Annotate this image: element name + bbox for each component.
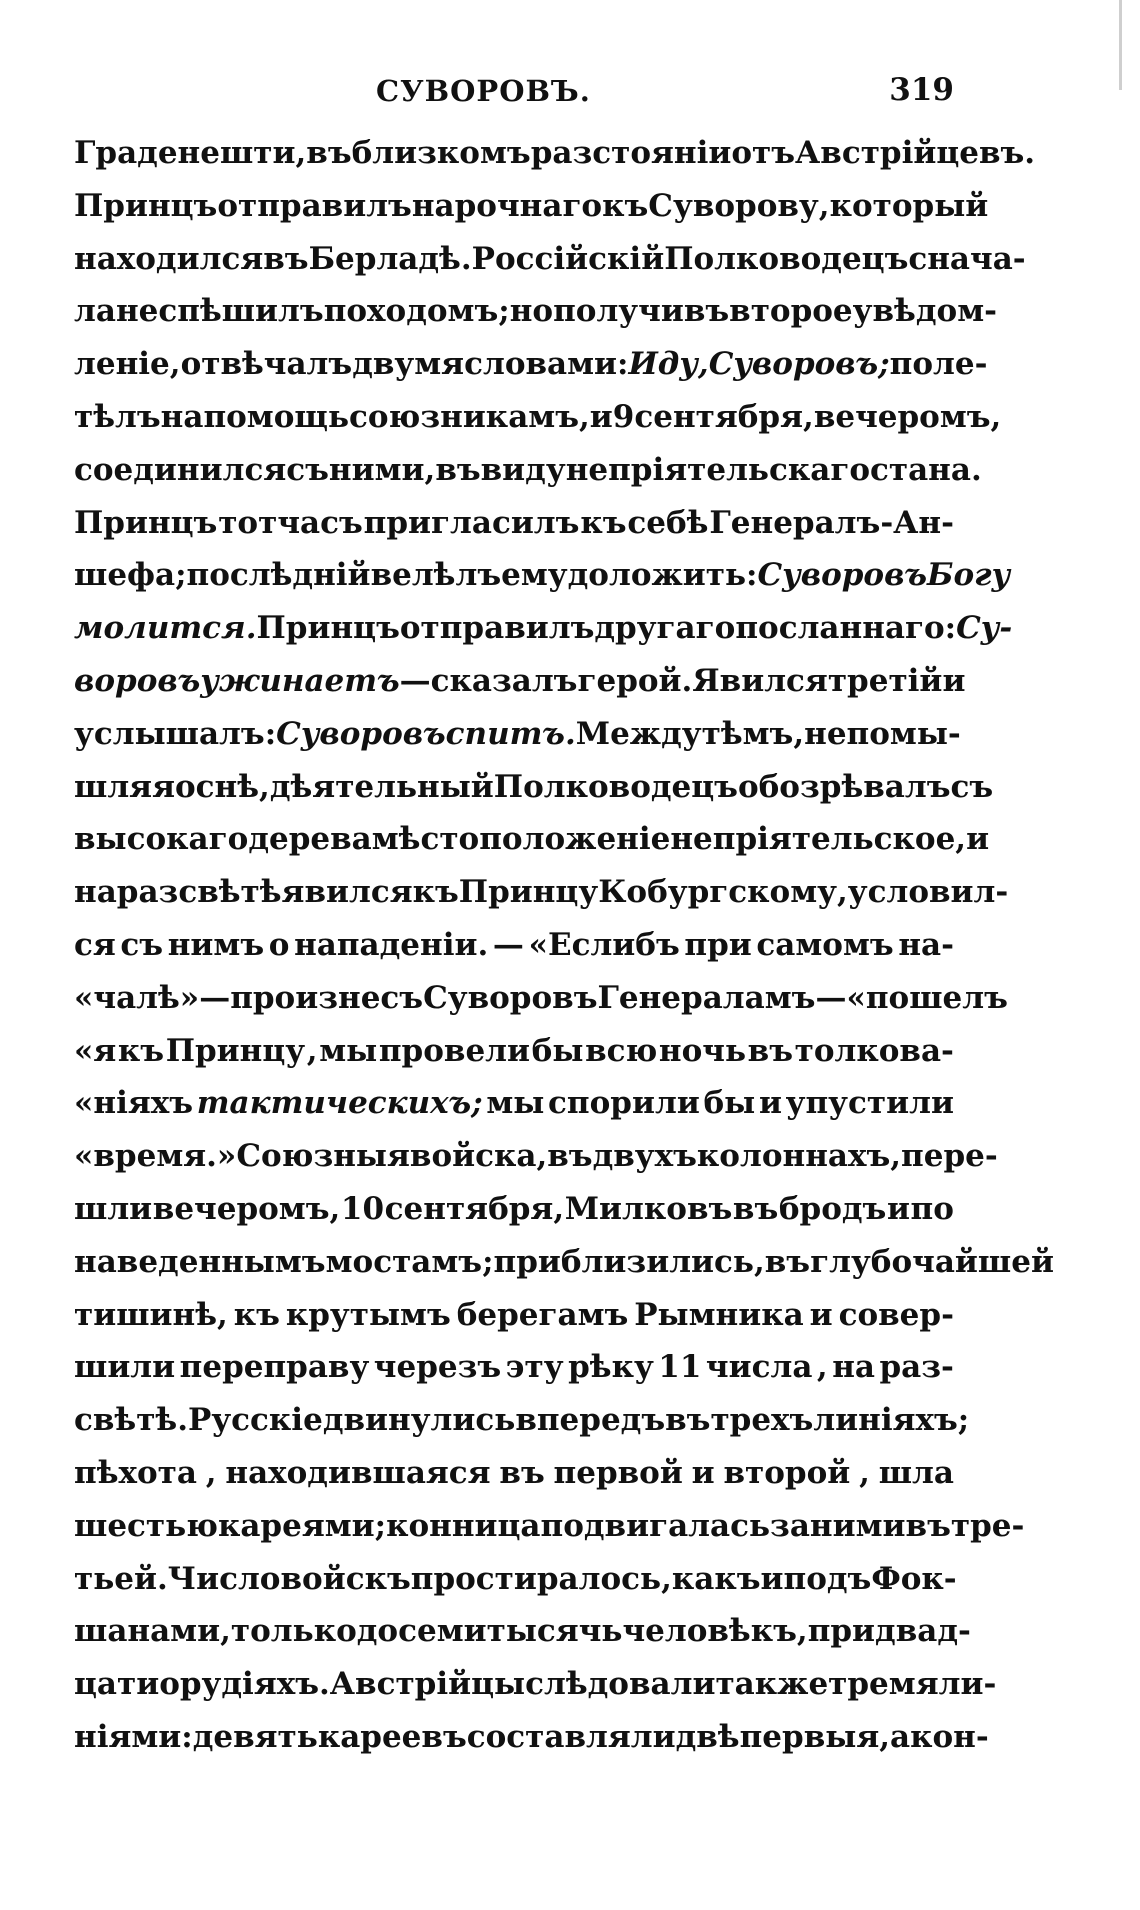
- word: Принцъ: [74, 504, 218, 541]
- word: въ: [665, 1402, 711, 1439]
- text-line: [74, 715, 961, 769]
- word: ,: [816, 1349, 828, 1386]
- word: тактическихъ;: [196, 1085, 483, 1122]
- text-line: [74, 1191, 954, 1244]
- word: шанами,: [74, 1613, 231, 1650]
- word: и: [809, 1296, 833, 1333]
- word: «Еслибъ: [528, 926, 680, 963]
- word: первой: [553, 1454, 683, 1491]
- word: 9: [612, 398, 635, 435]
- text-line: [74, 979, 1008, 1033]
- word: ,: [859, 1454, 870, 1491]
- word: Русскіе: [188, 1402, 323, 1439]
- word: и: [691, 1454, 715, 1491]
- word: на: [74, 874, 117, 911]
- word: спорили: [548, 1085, 700, 1122]
- word: къ: [117, 1032, 165, 1069]
- text-line: [74, 768, 994, 822]
- word: Полководецъ: [664, 240, 909, 277]
- word: упустили: [785, 1085, 954, 1122]
- word: цати: [74, 1666, 160, 1703]
- text-line: [74, 1243, 1054, 1297]
- word: на: [160, 398, 204, 435]
- word: помощь: [203, 398, 349, 435]
- word: двѣ: [675, 1718, 740, 1755]
- word: простиралось,: [410, 1560, 672, 1597]
- text-line: [74, 293, 997, 346]
- word: также: [715, 1666, 829, 1703]
- word: о: [268, 926, 290, 963]
- word: а: [890, 1718, 911, 1755]
- word: Принцъ: [256, 610, 400, 647]
- word: берегамъ: [456, 1296, 629, 1333]
- word: составляли: [466, 1718, 676, 1755]
- word: эту: [505, 1349, 564, 1386]
- word: отвѣчалъ: [180, 346, 353, 383]
- text-line: [74, 398, 1002, 452]
- word: ночь: [658, 1032, 747, 1069]
- word: отправилъ: [399, 610, 595, 647]
- text-line: [74, 1507, 1025, 1561]
- word: девять: [192, 1718, 318, 1755]
- text-line: [74, 1138, 998, 1191]
- word: нимъ: [167, 926, 265, 963]
- word: семи: [398, 1613, 487, 1650]
- word: «время.»: [74, 1138, 237, 1175]
- word: пере-: [901, 1138, 998, 1175]
- word: находился: [74, 240, 264, 277]
- word: ;: [482, 1243, 494, 1280]
- word: сказалъ: [430, 662, 578, 699]
- word: и: [758, 1085, 782, 1122]
- text-line: [74, 557, 1011, 610]
- word: ними: [328, 451, 425, 488]
- word: ,: [793, 715, 805, 752]
- word: мѣстоположеніе: [371, 821, 671, 858]
- page-edge-line: [1119, 0, 1122, 90]
- word: но: [509, 293, 554, 330]
- word: —: [399, 662, 431, 699]
- word: бы: [703, 1085, 756, 1122]
- word: двад-: [875, 1613, 971, 1650]
- word: тѣлъ: [74, 398, 161, 435]
- word: сентября,: [384, 1190, 565, 1227]
- word: орудіяхъ.: [159, 1666, 330, 1703]
- word: 11: [658, 1349, 702, 1386]
- text-line: [74, 240, 1026, 294]
- word: самомъ: [756, 926, 894, 963]
- word: въ: [499, 1454, 545, 1491]
- word: получивъ: [553, 293, 730, 330]
- word: ,: [424, 451, 436, 488]
- word: отправилъ: [217, 187, 412, 224]
- word: тишинѣ,: [74, 1296, 228, 1333]
- word: шефа;: [74, 557, 187, 594]
- text-line: [74, 1613, 971, 1666]
- word: нападеніи.: [294, 926, 489, 963]
- word: Богу: [927, 557, 1011, 594]
- word: съ: [286, 451, 329, 488]
- word: въ: [435, 451, 481, 488]
- word: сентября,: [634, 398, 814, 435]
- text-line: [74, 1297, 954, 1350]
- word: высокаго: [74, 821, 249, 858]
- word: въ: [547, 1138, 593, 1175]
- text-line: [74, 874, 1009, 927]
- word: ;: [878, 346, 890, 383]
- word: и: [886, 1190, 910, 1227]
- word: —: [815, 979, 847, 1016]
- word: двухъ: [592, 1138, 697, 1175]
- word: находившаяся: [225, 1454, 491, 1491]
- word: разстояніи: [530, 135, 732, 171]
- word: ,: [697, 346, 709, 383]
- text-line: [74, 662, 966, 716]
- word: крутымъ: [285, 1296, 451, 1333]
- word: «ніяхъ: [74, 1085, 194, 1122]
- text-line: [74, 1666, 997, 1719]
- word: кареевъ: [317, 1718, 467, 1755]
- word: линіяхъ;: [813, 1402, 970, 1439]
- word: Число: [167, 1560, 281, 1597]
- word: о: [174, 768, 196, 805]
- word: по: [910, 1190, 954, 1227]
- word: переправу: [179, 1349, 370, 1386]
- word: ,: [818, 187, 830, 224]
- word: кон-: [910, 1718, 989, 1755]
- word: свѣтѣ.: [74, 1402, 189, 1439]
- word: тьей.: [74, 1560, 168, 1597]
- word: подъ: [783, 1560, 872, 1597]
- word: колоннахъ,: [696, 1138, 902, 1175]
- text-line: [74, 1560, 957, 1614]
- word: провели: [378, 1032, 531, 1069]
- word: раз-: [879, 1349, 954, 1386]
- word: въ: [306, 135, 352, 171]
- word: въ: [747, 1032, 793, 1069]
- word: Россійскій: [471, 240, 665, 277]
- word: —: [199, 979, 231, 1016]
- word: дерева: [248, 821, 372, 858]
- word: войска,: [409, 1138, 548, 1175]
- word: Принцъ: [74, 187, 218, 224]
- word: обозрѣвалъ: [737, 768, 951, 805]
- word: и: [589, 398, 613, 435]
- word: ними: [809, 1507, 906, 1544]
- word: Фок-: [871, 1560, 957, 1597]
- text-line: [74, 187, 989, 241]
- word: стана.: [870, 451, 982, 488]
- word: ,: [205, 1454, 217, 1491]
- word: и: [966, 821, 990, 858]
- word: конница: [386, 1507, 541, 1544]
- word: Между: [575, 715, 702, 752]
- word: Рымника: [634, 1296, 804, 1333]
- word: дѣятельный: [269, 768, 494, 805]
- word: въ: [263, 240, 309, 277]
- word: при: [807, 1613, 876, 1650]
- page-number: 319: [889, 72, 954, 108]
- word: мы: [486, 1085, 545, 1122]
- word: бродъ: [778, 1190, 887, 1227]
- word: какъ: [671, 1560, 761, 1597]
- word: близкомъ: [351, 135, 531, 171]
- word: шили: [74, 1349, 176, 1386]
- text-line: [74, 1349, 954, 1402]
- word: словами:: [464, 346, 629, 383]
- word: пригласилъ: [363, 504, 580, 541]
- word: Милковъ: [564, 1190, 733, 1227]
- word: непріятельскаго: [565, 451, 870, 488]
- word: совер-: [838, 1296, 954, 1333]
- word: посланнаго:: [735, 610, 957, 647]
- running-title: СУВОРОВЪ.: [376, 74, 591, 108]
- word: ся: [74, 926, 116, 963]
- word: при: [684, 926, 752, 963]
- word: къ: [412, 874, 459, 911]
- word: приблизились,: [493, 1243, 765, 1280]
- word: къ: [602, 187, 649, 224]
- word: ужинаетъ: [200, 662, 400, 699]
- word: услышалъ:: [74, 715, 277, 752]
- text-line: [74, 1402, 970, 1455]
- word: Полководецъ: [493, 768, 738, 805]
- word: Австрійцы: [329, 1666, 526, 1703]
- word: шли: [74, 1190, 153, 1227]
- word: шла: [878, 1454, 954, 1491]
- word: послѣдній: [186, 557, 371, 594]
- word: въ: [764, 1243, 811, 1280]
- word: снача-: [908, 240, 1026, 277]
- word: ,: [306, 1032, 318, 1069]
- word: Австрійцевъ.: [795, 135, 1036, 171]
- word: кареями;: [217, 1507, 387, 1544]
- word: Берладѣ.: [308, 240, 472, 277]
- word: «чалѣ»: [74, 979, 200, 1016]
- text-line: [74, 927, 954, 980]
- word: «пошелъ: [846, 979, 1008, 1016]
- text-line: [74, 135, 1036, 188]
- word: Суворовъ: [423, 979, 598, 1016]
- word: тотчасъ: [218, 504, 363, 541]
- word: ла: [74, 293, 116, 330]
- text-line: [74, 821, 990, 874]
- word: непріятельское,: [670, 821, 967, 858]
- text-line: [74, 505, 954, 558]
- word: не: [115, 293, 159, 330]
- word: спѣшилъ: [158, 293, 324, 330]
- word: соединился: [74, 451, 287, 488]
- word: глубочайшей: [810, 1243, 1054, 1280]
- word: помы-: [846, 715, 961, 752]
- word: второе: [729, 293, 853, 330]
- word: Суворовъ: [757, 557, 928, 594]
- word: съ: [120, 926, 164, 963]
- word: ему: [501, 557, 568, 594]
- word: Генералъ-Ан-: [709, 504, 954, 541]
- word: герой.: [577, 662, 693, 699]
- word: рѣку: [568, 1349, 654, 1386]
- word: впередъ: [515, 1402, 666, 1439]
- word: и: [942, 662, 966, 699]
- word: до: [356, 1613, 399, 1650]
- text-line: [74, 451, 982, 505]
- word: Граденешти,: [74, 135, 307, 171]
- word: ,: [259, 768, 270, 805]
- word: Принцу: [458, 874, 599, 911]
- word: Суворовъ: [276, 715, 446, 752]
- word: подвигалась: [540, 1507, 771, 1544]
- word: толкова-: [794, 1032, 954, 1069]
- word: въ: [905, 1507, 951, 1544]
- word: мостамъ: [325, 1243, 483, 1280]
- word: Су-: [956, 610, 1013, 647]
- word: виду: [480, 451, 566, 488]
- word: мы: [319, 1032, 378, 1069]
- word: двинулись: [322, 1402, 516, 1439]
- word: тре-: [950, 1507, 1025, 1544]
- word: ніями:: [74, 1718, 193, 1755]
- word: поле-: [889, 346, 988, 383]
- body-text: [74, 135, 1054, 1772]
- word: нарочнаго: [411, 187, 603, 224]
- word: съ: [950, 768, 994, 805]
- word: тремя: [828, 1666, 939, 1703]
- word: Суворовъ: [708, 346, 879, 383]
- word: Суворову: [648, 187, 819, 224]
- word: тысячь: [486, 1613, 623, 1650]
- word: второй: [723, 1454, 851, 1491]
- word: который: [829, 187, 989, 224]
- word: бы: [531, 1032, 584, 1069]
- word: первыя,: [739, 1718, 891, 1755]
- word: произнесъ: [230, 979, 424, 1016]
- word: леніе,: [74, 346, 181, 383]
- word: воровъ: [74, 662, 201, 699]
- word: доложить:: [567, 557, 758, 594]
- word: пѣхота: [74, 1454, 197, 1491]
- text-line: [74, 1085, 954, 1138]
- word: Генераламъ: [597, 979, 816, 1016]
- word: снѣ: [195, 768, 260, 805]
- word: тѣмъ: [701, 715, 794, 752]
- word: Принцу: [165, 1032, 306, 1069]
- word: третій: [827, 662, 943, 699]
- word: слѣдовали: [525, 1666, 716, 1703]
- word: человѣкъ,: [622, 1613, 808, 1650]
- word: явился: [281, 874, 413, 911]
- word: всю: [585, 1032, 658, 1069]
- word: отъ: [731, 135, 796, 171]
- word: и: [760, 1560, 784, 1597]
- word: разсвѣтѣ: [116, 874, 282, 911]
- word: вечеромъ,: [813, 398, 1002, 435]
- word: походомъ;: [323, 293, 510, 330]
- word: войскъ: [280, 1560, 411, 1597]
- word: наведеннымъ: [74, 1243, 326, 1280]
- word: только: [230, 1613, 357, 1650]
- word: спитъ.: [445, 715, 576, 752]
- word: —: [492, 926, 524, 963]
- word: Явился: [692, 662, 828, 699]
- word: къ: [233, 1296, 280, 1333]
- word: другаго: [594, 610, 736, 647]
- word: велѣлъ: [370, 557, 502, 594]
- word: союзникамъ,: [349, 398, 590, 435]
- word: шляя: [74, 768, 175, 805]
- page-header: [74, 68, 954, 114]
- word: условил-: [847, 874, 1009, 911]
- word: двумя: [352, 346, 465, 383]
- word: вечеромъ,: [152, 1190, 341, 1227]
- word: на-: [898, 926, 954, 963]
- word: трехъ: [710, 1402, 814, 1439]
- word: числа: [705, 1349, 813, 1386]
- word: молится.: [74, 610, 257, 647]
- word: на: [832, 1349, 875, 1386]
- word: «я: [74, 1032, 117, 1069]
- word: черезъ: [373, 1349, 502, 1386]
- word: въ: [732, 1190, 779, 1227]
- word: шестью: [74, 1507, 218, 1544]
- word: себѣ: [627, 504, 709, 541]
- text-line: [74, 610, 1013, 663]
- word: не: [804, 715, 847, 752]
- text-line: [74, 1718, 989, 1772]
- text-line: [74, 346, 988, 399]
- word: Иду: [628, 346, 698, 383]
- text-line: [74, 1033, 954, 1086]
- word: 10: [340, 1190, 385, 1227]
- word: увѣдом-: [852, 293, 997, 330]
- word: къ: [580, 504, 627, 541]
- word: Кобургскому,: [598, 874, 848, 911]
- word: ли-: [938, 1666, 997, 1703]
- word: Союзныя: [236, 1138, 410, 1175]
- text-line: [74, 1455, 954, 1508]
- word: за: [770, 1507, 810, 1544]
